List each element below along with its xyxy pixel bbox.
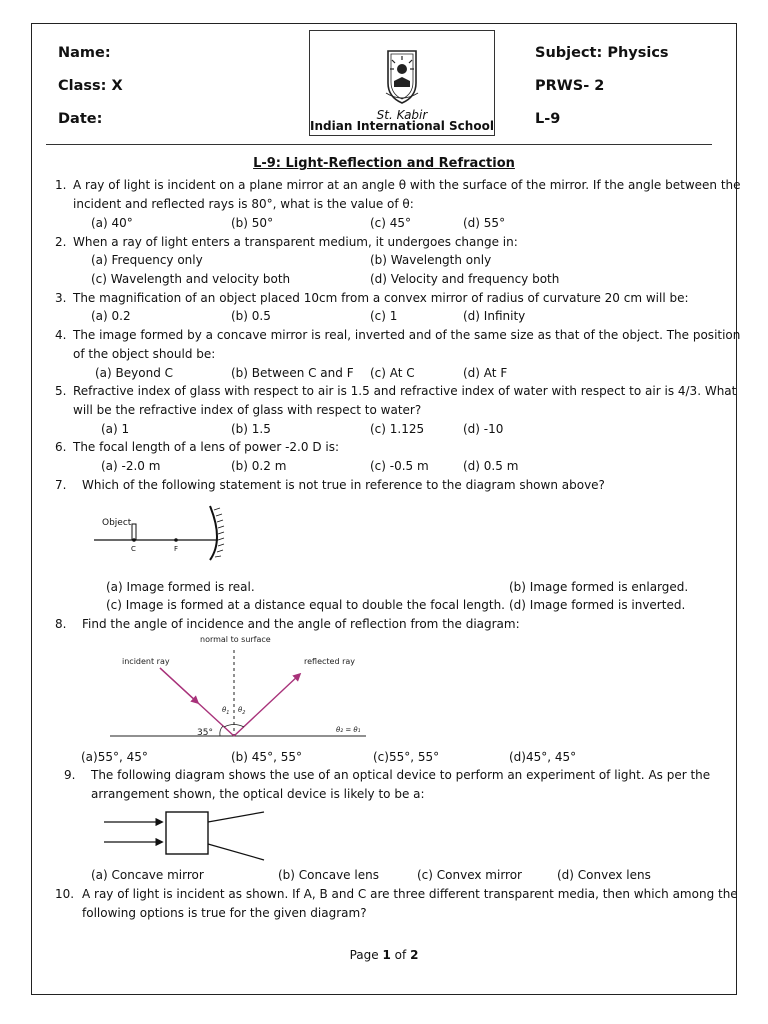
option-b: (b) 45°, 55°: [231, 750, 302, 764]
option-a: (a) 1: [101, 422, 130, 436]
question-text: will be the refractive index of glass with respect to water?: [73, 403, 422, 417]
option-d: (d) Infinity: [463, 309, 526, 323]
question-number: 10.: [55, 887, 75, 901]
prws-label: PRWS- 2: [535, 78, 605, 94]
question-number: 6.: [55, 440, 67, 454]
class-label: Class: X: [58, 78, 123, 94]
question-number: 2.: [55, 235, 67, 249]
lesson-label: L-9: [535, 111, 561, 127]
question-text: The image formed by a concave mirror is real, inverted and of the same size as that of the object. The position: [73, 328, 741, 342]
option-a: (a) 0.2: [91, 309, 131, 323]
question-text: incident and reflected rays is 80°, what is the value of θ:: [73, 197, 414, 211]
option-a: (a)55°, 45°: [81, 750, 148, 764]
question-text: Find the angle of incidence and the angle of reflection from the diagram:: [82, 617, 520, 631]
option-b: (b) Concave lens: [278, 868, 379, 882]
option-d: (d) Velocity and frequency both: [370, 272, 560, 286]
question-text: Refractive index of glass with respect to air is 1.5 and refractive index of water with respect to air is 4/3. What: [73, 384, 737, 398]
school-logo-box: [309, 30, 495, 136]
incident-label: incident ray: [122, 657, 170, 666]
option-c: (c) At C: [370, 366, 415, 380]
question-number: 3.: [55, 291, 67, 305]
question-text: following options is true for the given diagram?: [82, 906, 367, 920]
normal-label: normal to surface: [200, 636, 271, 644]
c-label: C: [131, 545, 136, 553]
option-b: (b) Wavelength only: [370, 253, 492, 267]
subject-label: Subject: Physics: [535, 45, 669, 61]
option-b: (b) Image formed is enlarged.: [509, 580, 689, 594]
option-c: (c) -0.5 m: [370, 459, 429, 473]
question-text: The focal length of a lens of power -2.0 D is:: [73, 440, 339, 454]
svg-text:St. Kabir: St. Kabir: [376, 108, 428, 122]
question-text: Which of the following statement is not true in reference to the diagram shown above?: [82, 478, 605, 492]
reflection-diagram: [100, 636, 380, 744]
option-a: (a) Concave mirror: [91, 868, 204, 882]
question-text: When a ray of light enters a transparent medium, it undergoes change in:: [73, 235, 518, 249]
option-c: (c) Convex mirror: [417, 868, 522, 882]
question-text: The following diagram shows the use of an optical device to perform an experiment of light. As per the: [91, 768, 711, 782]
f-label: F: [174, 545, 179, 553]
page-number: 1: [382, 948, 391, 962]
option-b: (b) Between C and F: [231, 366, 354, 380]
page-total: 2: [410, 948, 419, 962]
of-word: of: [394, 948, 407, 962]
question-number: 7.: [55, 478, 67, 492]
question-number: 8.: [55, 617, 67, 631]
option-d: (d) Convex lens: [557, 868, 651, 882]
option-d: (d) At F: [463, 366, 508, 380]
question-number: 5.: [55, 384, 67, 398]
option-a: (a) Beyond C: [95, 366, 174, 380]
option-c: (c) 1.125: [370, 422, 425, 436]
equality-label: θ₂ = θ₁: [336, 726, 361, 734]
option-d: (d) -10: [463, 422, 504, 436]
option-c: (c)55°, 55°: [373, 750, 440, 764]
theta2-label: $\theta_2$: [238, 706, 246, 716]
name-label: Name:: [58, 45, 111, 61]
option-b: (b) 1.5: [231, 422, 271, 436]
option-c: (c) Wavelength and velocity both: [91, 272, 291, 286]
question-text: of the object should be:: [73, 347, 216, 361]
option-a: (a) -2.0 m: [101, 459, 161, 473]
option-a: (a) Frequency only: [91, 253, 203, 267]
page-footer: [0, 948, 768, 962]
page-title: L-9: Light-Reflection and Refraction: [253, 156, 515, 171]
reflected-label: reflected ray: [304, 657, 355, 666]
option-a: (a) 40°: [91, 216, 133, 230]
object-label: Object: [102, 518, 132, 528]
theta1-label: $\theta_1$: [222, 706, 230, 716]
option-d: (d) Image formed is inverted.: [509, 598, 686, 612]
option-b: (b) 50°: [231, 216, 274, 230]
option-a: (a) Image formed is real.: [106, 580, 255, 594]
angle-35-label: 35°: [197, 728, 213, 738]
option-b: (b) 0.5: [231, 309, 271, 323]
option-d: (d) 0.5 m: [463, 459, 519, 473]
option-c: (c) 1: [370, 309, 398, 323]
question-number: 9.: [64, 768, 76, 782]
page-word: Page: [349, 948, 379, 962]
option-d: (d) 55°: [463, 216, 506, 230]
optical-device-diagram: [100, 806, 270, 864]
option-d: (d)45°, 45°: [509, 750, 577, 764]
question-number: 1.: [55, 178, 67, 192]
question-text: The magnification of an object placed 10cm from a convex mirror of radius of curvature 20 cm will be:: [73, 291, 689, 305]
school-name: Indian International School: [310, 119, 494, 133]
question-text: arrangement shown, the optical device is likely to be a:: [91, 787, 425, 801]
question-text: A ray of light is incident on a plane mirror at an angle θ with the surface of the mirror. If the angle between the: [73, 178, 741, 192]
date-label: Date:: [58, 111, 103, 127]
option-c: (c) 45°: [370, 216, 412, 230]
question-text: A ray of light is incident as shown. If A, B and C are three different transparent media, then which among the: [82, 887, 738, 901]
option-c: (c) Image is formed at a distance equal to double the focal length.: [106, 598, 505, 612]
question-number: 4.: [55, 328, 67, 342]
concave-mirror-diagram: [90, 498, 250, 566]
header-divider: [46, 144, 712, 145]
option-b: (b) 0.2 m: [231, 459, 287, 473]
